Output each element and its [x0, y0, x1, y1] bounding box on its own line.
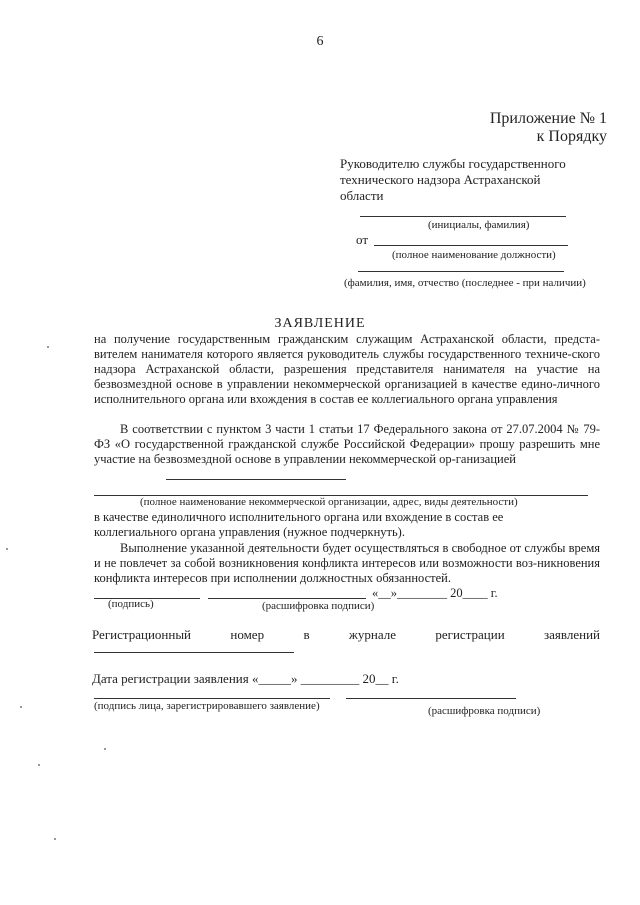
appendix-label: Приложение № 1	[489, 110, 607, 127]
signature-caption: (подпись)	[108, 598, 154, 610]
fio-caption: (фамилия, имя, отчество (последнее - при наличии)	[344, 277, 586, 289]
request-paragraph: В соответствии с пунктом 3 части 1 статьи 17 Федерального закона от 27.07.2004 № 79-ФЗ «О государственной гражданской службе Российской Федерации» прошу разрешить мне участие на безвозмездной основе в управлении некоммерческой ор-ганизацией	[94, 422, 600, 466]
fio-line	[358, 271, 564, 272]
capacity-line-1: в качестве единоличного исполнительного органа или вхождение в состав ее	[94, 510, 504, 524]
registrar-decoding-caption: (расшифровка подписи)	[428, 705, 541, 717]
initials-line	[360, 216, 566, 217]
registration-word-1: Регистрационный	[92, 627, 192, 642]
addressee-block: Руководителю службы государственного технического надзора Астраханской области	[340, 156, 566, 203]
document-title: ЗАЯВЛЕНИЕ	[274, 316, 366, 331]
scan-speck	[104, 748, 106, 750]
registration-word-2: номер	[230, 627, 265, 642]
registrar-decoding-line	[346, 698, 516, 699]
signature-decoding-caption: (расшифровка подписи)	[262, 600, 375, 612]
organization-line	[166, 479, 346, 480]
intro-paragraph: на получение государственным гражданским служащим Астраханской области, предста-вителем нанимателя которого является руководитель службы государственного техниче-ского надзора Астраханской области, разрешения представителя нанимателя на участие на безвозмездной основе в управлении некоммерческой организацией в качестве едино-личного исполнительного органа или вхождения в состав ее коллегиального органа управления	[94, 332, 600, 406]
scan-speck	[54, 838, 56, 840]
appendix-reference: к Порядку	[536, 128, 607, 145]
registrar-signature-caption: (подпись лица, зарегистрировавшего заявление)	[94, 700, 320, 712]
position-caption: (полное наименование должности)	[392, 249, 556, 261]
registration-word-3: в	[303, 627, 310, 642]
signature-date: «__»________ 20____ г.	[372, 586, 498, 600]
registration-date: Дата регистрации заявления «_____» _________ 20__ г.	[92, 671, 399, 686]
execution-paragraph: Выполнение указанной деятельности будет осуществляться в свободное от службы время и не повлечет за собой возникновения конфликта интересов или возможности воз-никновения конфликта интересов при исполнении должностных обязанностей.	[94, 541, 600, 585]
capacity-line-2: коллегиального органа управления (нужное подчеркнуть).	[94, 525, 405, 539]
scan-speck	[38, 764, 40, 766]
scan-speck	[6, 548, 8, 550]
signature-decoding-line	[208, 598, 366, 599]
page-number: 6	[316, 34, 324, 49]
registration-word-6: заявлений	[544, 627, 600, 642]
initials-caption: (инициалы, фамилия)	[428, 219, 530, 231]
registration-word-4: журнале	[348, 627, 397, 642]
scan-speck	[47, 346, 49, 348]
position-line	[374, 245, 568, 246]
registration-number-line	[94, 652, 294, 653]
registration-word-5: регистрации	[435, 627, 505, 642]
registration-number-row	[92, 627, 600, 643]
scan-speck	[20, 706, 22, 708]
from-label: от	[356, 232, 369, 247]
registrar-signature-line	[94, 698, 330, 699]
organization-caption: (полное наименование некоммерческой организации, адрес, виды деятельности)	[140, 496, 518, 508]
